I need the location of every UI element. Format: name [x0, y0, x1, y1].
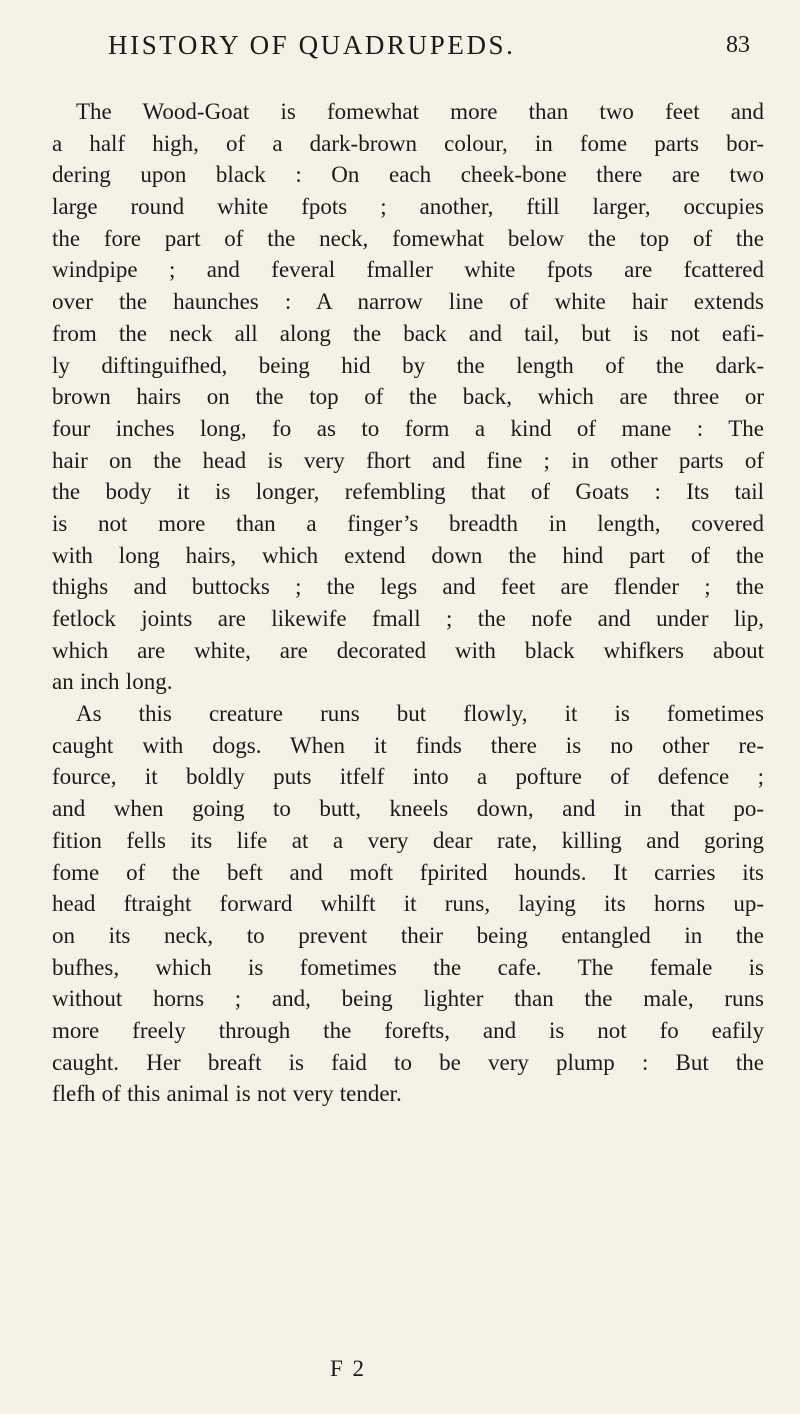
- signature-mark: F 2: [330, 1356, 367, 1381]
- text-line: the fore part of the neck, fomewhat below the top of the: [52, 225, 764, 251]
- paragraph-wood-goat-behaviour: [52, 698, 764, 1110]
- body-text: [52, 96, 764, 1110]
- text-line: windpipe ; and feveral fmaller white fpots are fcattered: [52, 257, 764, 283]
- running-title: HISTORY OF QUADRUPEDS.: [108, 30, 516, 60]
- paragraph-wood-goat-description: [52, 96, 764, 698]
- text-line: hair on the head is very fhort and fine ; in other parts of: [52, 447, 764, 473]
- text-line: over the haunches : A narrow line of white hair extends: [52, 289, 764, 315]
- text-line: a half high, of a dark-brown colour, in fome parts bor-: [52, 130, 764, 156]
- text-line: dering upon black : On each cheek-bone there are two: [52, 162, 764, 188]
- text-line: fetlock joints are likewife fmall ; the nofe and under lip,: [52, 606, 764, 631]
- text-line: head ftraight forward whilft it runs, laying its horns up-: [52, 891, 764, 917]
- text-line: caught with dogs. When it finds there is no other re-: [52, 732, 764, 758]
- text-line: thighs and buttocks ; the legs and feet are flender ; the: [52, 574, 764, 600]
- text-line: brown hairs on the top of the back, which are three or: [52, 384, 764, 410]
- text-line: caught. Her breaft is faid to be very plump : But the: [52, 1049, 764, 1075]
- text-line: the body it is longer, refembling that of Goats : Its tail: [52, 479, 764, 505]
- text-line: and when going to butt, kneels down, and in that po-: [52, 796, 764, 822]
- text-line: is not more than a finger’s breadth in length, covered: [52, 510, 764, 536]
- text-line: which are white, are decorated with black whifkers about: [52, 637, 764, 663]
- text-line: with long hairs, which extend down the hind part of the: [52, 542, 764, 568]
- text-line: As this creature runs but flowly, it is fometimes: [76, 701, 764, 727]
- text-line: ly diftinguifhed, being hid by the length of the dark-: [52, 352, 764, 378]
- text-line: The Wood-Goat is fomewhat more than two feet and: [76, 99, 764, 124]
- text-line: without horns ; and, being lighter than the male, runs: [52, 986, 764, 1012]
- text-line: more freely through the forefts, and is not fo eafily: [52, 1017, 764, 1043]
- page-number: 83: [726, 32, 750, 58]
- text-line: four inches long, fo as to form a kind of mane : The: [52, 415, 764, 441]
- text-line: fition fells its life at a very dear rate, killing and goring: [52, 827, 764, 853]
- text-line: bufhes, which is fometimes the cafe. The female is: [52, 954, 764, 980]
- text-line: large round white fpots ; another, ftill larger, occupies: [52, 194, 764, 220]
- page-header: [108, 30, 750, 70]
- text-line: an inch long.: [52, 669, 173, 695]
- text-line: fome of the beft and moft fpirited hounds. It carries its: [52, 859, 764, 885]
- text-line: on its neck, to prevent their being entangled in the: [52, 922, 764, 948]
- text-line: from the neck all along the back and tail, but is not eafi-: [52, 320, 764, 346]
- text-line: fource, it boldly puts itfelf into a pofture of defence ;: [52, 764, 764, 790]
- text-line: flefh of this animal is not very tender.: [52, 1081, 402, 1107]
